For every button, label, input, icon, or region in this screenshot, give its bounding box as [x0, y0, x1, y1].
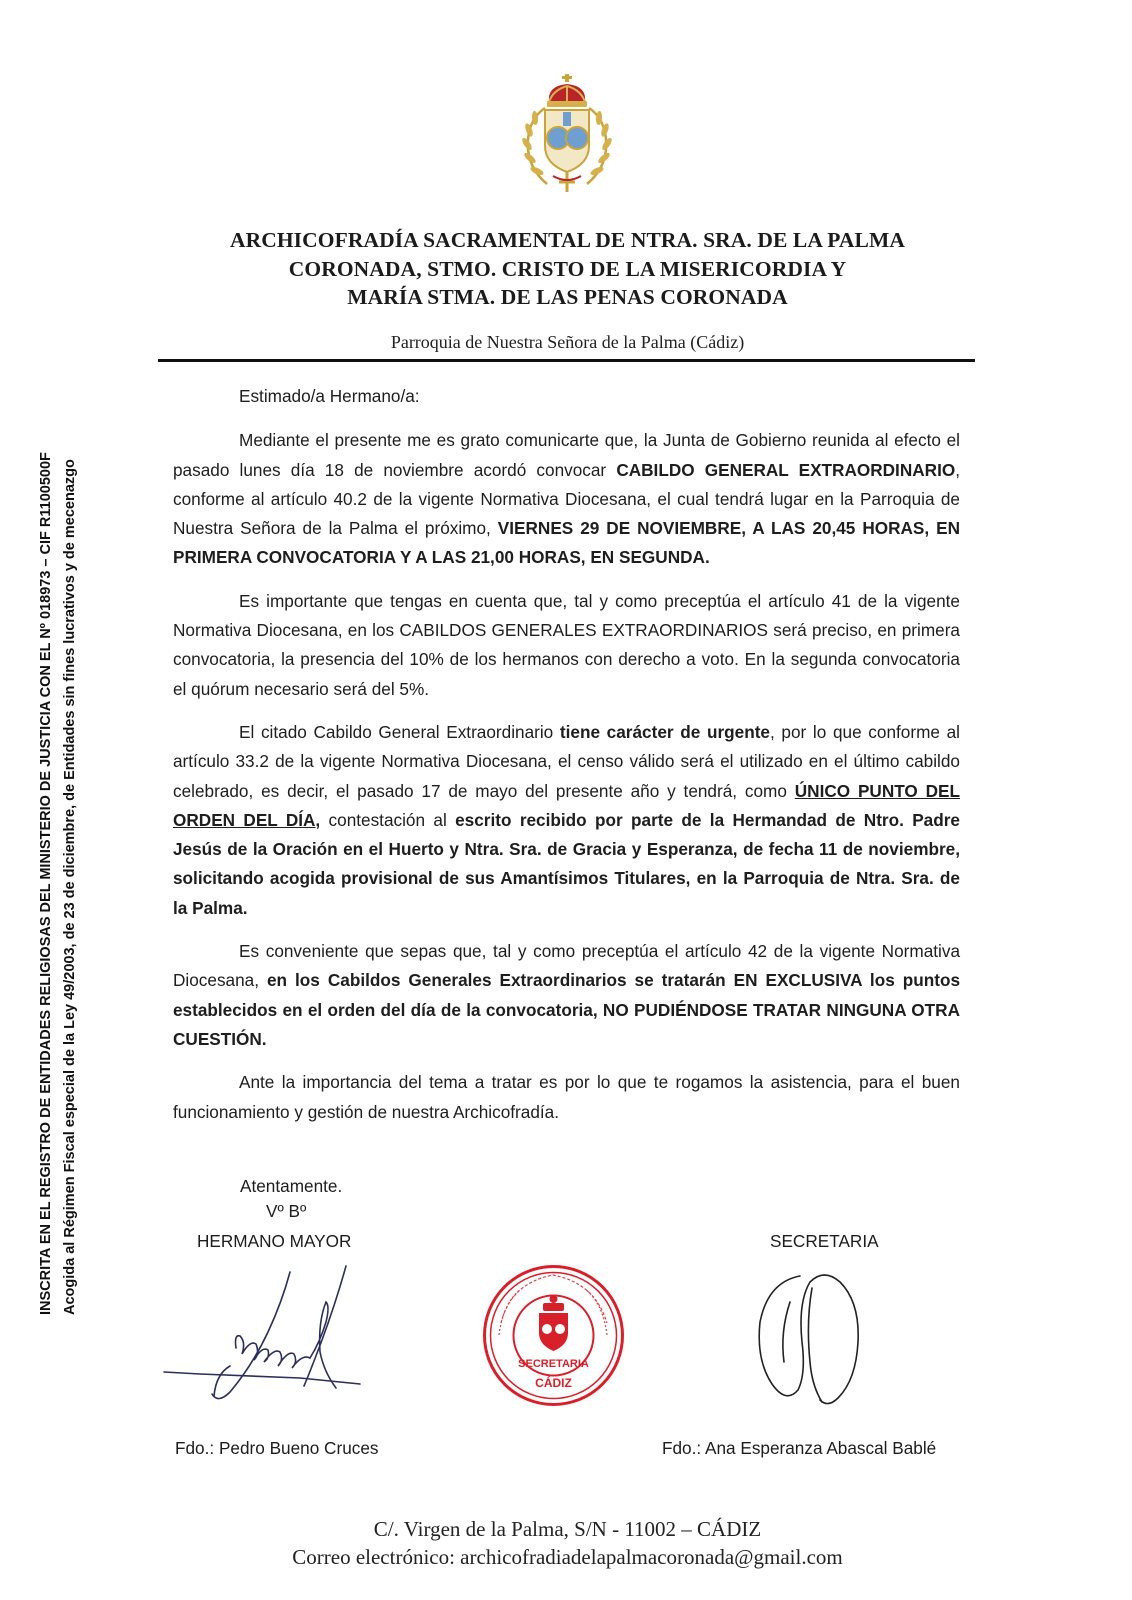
handwritten-signature-icon — [160, 1262, 365, 1407]
emphasis: CABILDO GENERAL EXTRAORDINARIO — [616, 459, 956, 480]
emphasis: tiene carácter de urgente — [559, 721, 770, 742]
closing-salutation: Atentamente. — [240, 1176, 343, 1196]
text-run: El citado Cabildo General Extraordinario — [239, 721, 560, 742]
organization-title-line-3: MARÍA STMA. DE LAS PENAS CORONADA — [347, 285, 788, 309]
paragraph-convocation — [173, 426, 960, 572]
handwritten-signature-icon — [750, 1262, 870, 1412]
hermano-mayor-role: HERMANO MAYOR — [197, 1231, 352, 1251]
registry-line: INSCRITA EN EL REGISTRO DE ENTIDADES RELIGIOSAS DEL MINISTERIO DE JUSTICIA CON EL Nº 018973 – CIF R1100500F — [38, 452, 54, 1315]
archconfraternity-crest-icon — [517, 72, 617, 200]
text-run: , conforme al artículo 40.2 de la vigente Normativa Diocesana, el cual tendrá lugar en la Parroquia de Nuestra Señora de la Palma el próximo, — [173, 459, 960, 539]
text-run: Mediante el presente me es grato comunicarte que, la Junta de Gobierno reunida al efecto el pasado lunes día 18 de noviembre acordó convocar — [173, 430, 960, 480]
footer-address: C/. Virgen de la Palma, S/N - 11002 – CÁDIZ — [373, 1517, 762, 1541]
paragraph-attendance: Ante la importancia del tema a tratar es por lo que te rogamos la asistencia, para el buen funcionamiento y gestión de nuestra Archicofradía. — [173, 1072, 960, 1122]
paragraph-urgency — [173, 718, 960, 923]
emphasis: escrito recibido por parte de la Hermandad de Ntro. Padre Jesús de la Oración en el Huerto y Ntra. Sra. de Gracia y Esperanza, de fecha 11 de noviembre, solicitando acogida provisional de sus Amantísimos Titulares, en la Parroquia de Ntra. Sra. de la Palma. — [173, 809, 960, 918]
header-divider — [158, 359, 975, 362]
footer-email: Correo electrónico: archicofradiadelapalmacoronada@gmail.com — [292, 1545, 843, 1569]
greeting: Estimado/a Hermano/a: — [239, 386, 420, 406]
organization-title-line-1: ARCHICOFRADÍA SACRAMENTAL DE NTRA. SRA. DE LA PALMA — [229, 228, 906, 252]
organization-title-line-2: CORONADA, STMO. CRISTO DE LA MISERICORDIA Y — [288, 256, 847, 281]
seal-bottom-text: SECRETARIA — [518, 1358, 589, 1370]
emphasis: en los Cabildos Generales Extraordinarios se tratarán EN EXCLUSIVA los puntos establecidos en el orden del día de la convocatoria, NO PUDIÉNDOSE TRATAR NINGUNA OTRA CUESTIÓN. — [173, 970, 961, 1049]
registry-side-text — [34, 452, 86, 1315]
approval-mark: Vº Bº — [266, 1201, 307, 1221]
paragraph-quorum: Es importante que tengas en cuenta que, tal y como preceptúa el artículo 41 de la vigente Normativa Diocesana, en los CABILDOS GENERALES EXTRAORDINARIOS será preciso, en primera convocatoria, la presencia del 10% de los hermanos con derecho a voto. En la segunda convocatoria el quórum necesario será del 5%. — [173, 590, 960, 699]
fiscal-regime-line: Acogida al Régimen Fiscal especial de la Ley 49/2003, de 23 de diciembre, de Entidades sin fines lucrativos y de mecenazgo — [62, 459, 78, 1315]
footer — [160, 1515, 975, 1571]
letter-body — [173, 382, 960, 1141]
secretaria-signatory: Fdo.: Ana Esperanza Abascal Bablé — [662, 1438, 937, 1458]
paragraph-exclusivity — [173, 937, 960, 1054]
emphasis: VIERNES 29 DE NOVIEMBRE, A LAS 20,45 HORAS, EN PRIMERA CONVOCATORIA Y A LAS 21,00 HORAS, EN SEGUNDA. — [173, 518, 960, 568]
text-run: Es conveniente que sepas que, tal y como preceptúa el artículo 42 de la vigente Normativa Diocesana, — [173, 941, 960, 991]
hermano-mayor-signatory: Fdo.: Pedro Bueno Cruces — [175, 1438, 379, 1458]
text-run: , por lo que conforme al artículo 33.2 de la vigente Normativa Diocesana, el censo válido será el utilizado en el último cabildo celebrado, es decir, el pasado 17 de mayo del presente año y tendrá, como — [173, 721, 960, 801]
text-run: contestación al — [320, 809, 456, 830]
secretaria-role: SECRETARIA — [770, 1231, 879, 1251]
emphasis-underlined: ÚNICO PUNTO DEL ORDEN DEL DÍA, — [173, 780, 961, 830]
letterhead — [160, 226, 975, 353]
secretaria-seal-icon — [481, 1263, 626, 1408]
seal-city-text: CÁDIZ — [535, 1376, 572, 1390]
parish-subtitle: Parroquia de Nuestra Señora de la Palma (Cádiz) — [390, 331, 745, 352]
